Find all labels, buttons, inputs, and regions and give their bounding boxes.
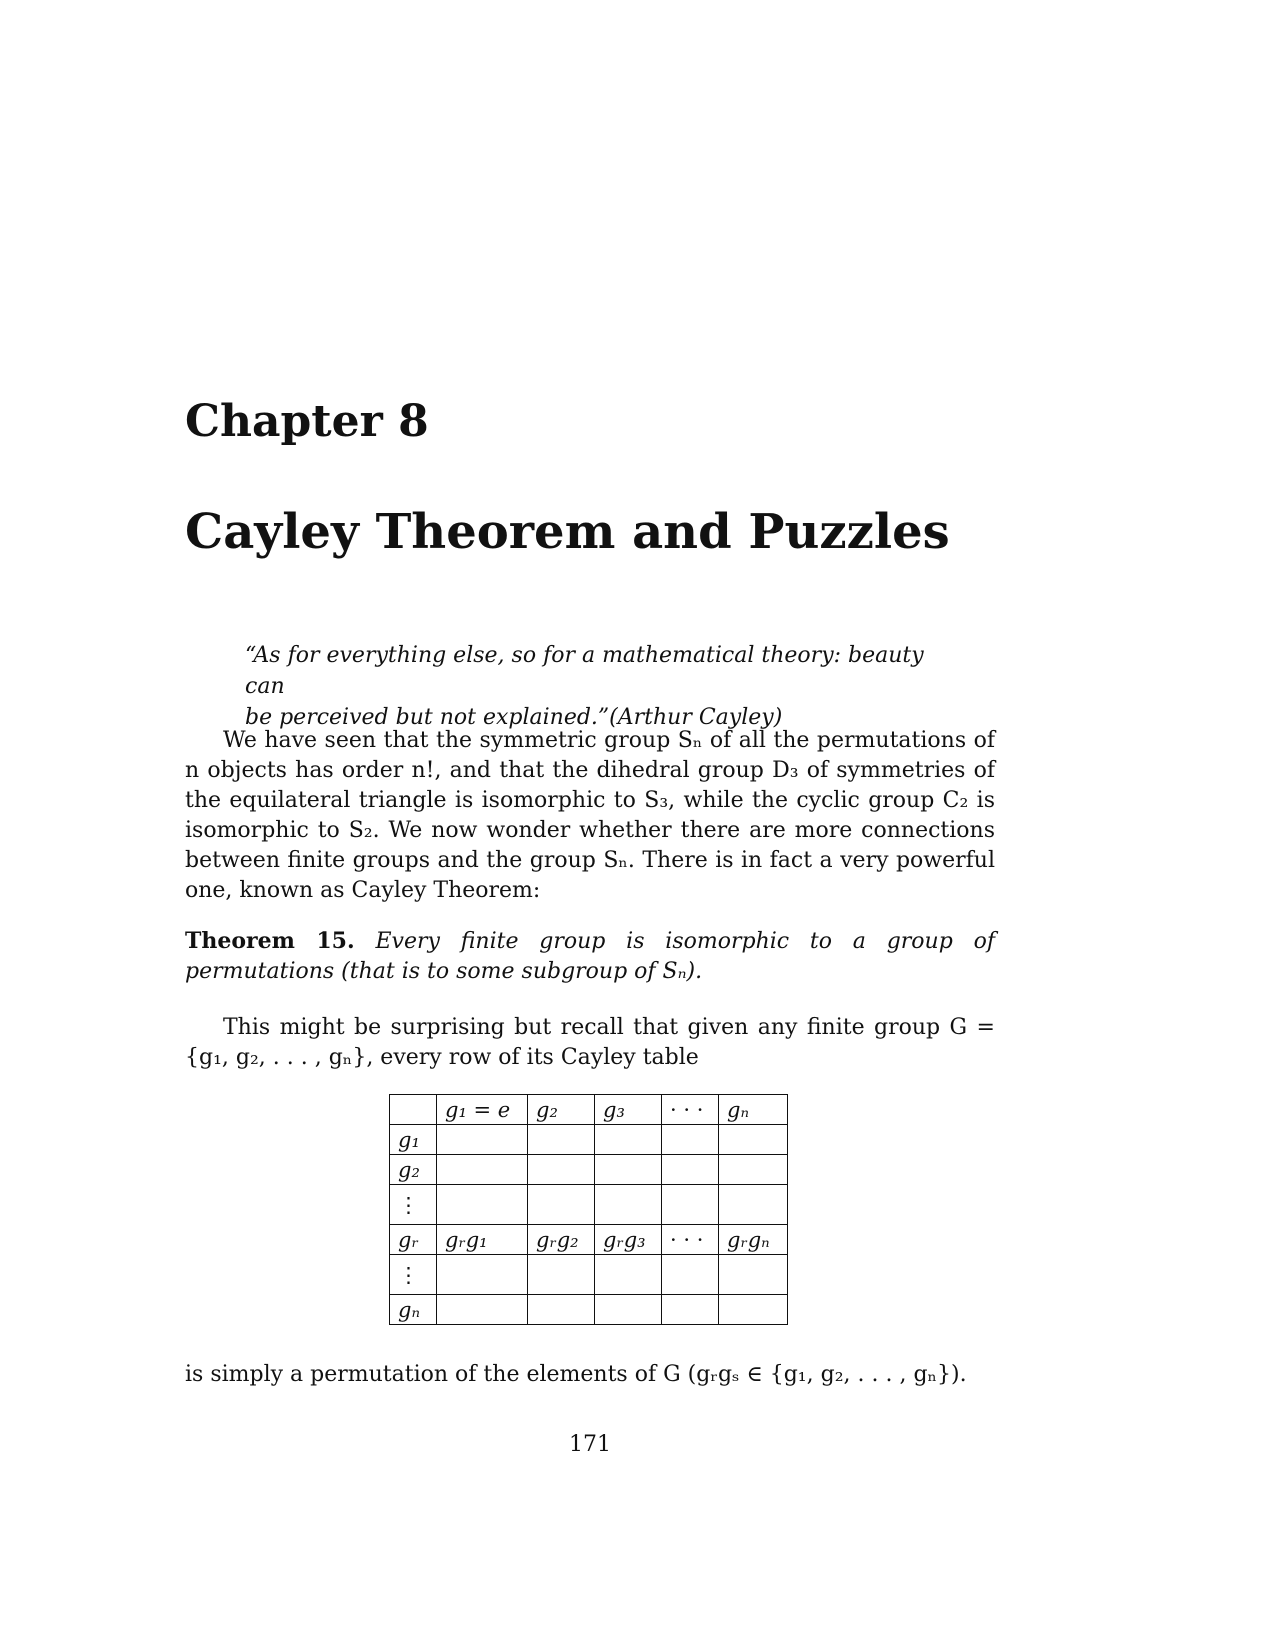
epigraph-line: “As for everything else, so for a mathematical theory: beauty can: [245, 643, 924, 699]
table-cell: [437, 1295, 528, 1325]
chapter-title: Cayley Theorem and Puzzles: [185, 504, 950, 560]
table-cell: [662, 1155, 719, 1185]
table-cell: gₙ: [719, 1095, 788, 1125]
table-cell: [595, 1185, 662, 1225]
table-cell: [595, 1125, 662, 1155]
table-cell: gᵣgₙ: [719, 1225, 788, 1255]
table-row: [390, 1125, 788, 1155]
table-cell: · · ·: [662, 1225, 719, 1255]
table-cell: [719, 1155, 788, 1185]
table-cell: g₂: [390, 1155, 437, 1185]
table-cell: g₃: [595, 1095, 662, 1125]
table-cell: g₂: [528, 1095, 595, 1125]
table-cell: [719, 1125, 788, 1155]
table-cell: ⋮: [390, 1255, 437, 1295]
table-cell: [390, 1095, 437, 1125]
epigraph-line: be perceived but not explained.”(Arthur Cayley): [245, 705, 783, 730]
table-cell: [719, 1295, 788, 1325]
table-cell: [528, 1155, 595, 1185]
table-cell: · · ·: [662, 1095, 719, 1125]
table-row: [390, 1185, 788, 1225]
theorem-body: Every finite group is isomorphic to a group of permutations (that is to some subgroup of Sₙ).: [185, 929, 995, 984]
table-cell: [595, 1255, 662, 1295]
table-cell: gᵣg₁: [437, 1225, 528, 1255]
table-cell: [437, 1155, 528, 1185]
table-cell: gᵣg₃: [595, 1225, 662, 1255]
table-cell: [719, 1255, 788, 1295]
chapter-label: Chapter 8: [185, 396, 429, 447]
table-cell: [662, 1295, 719, 1325]
table-row: [390, 1255, 788, 1295]
table-cell: gᵣg₂: [528, 1225, 595, 1255]
table-cell: g₁ = e: [437, 1095, 528, 1125]
table-cell: [528, 1255, 595, 1295]
table-row: [390, 1155, 788, 1185]
cayley-table: [389, 1094, 788, 1325]
intro-paragraph: We have seen that the symmetric group Sₙ of all the permutations of n objects has order n!, and that the dihedral group D₃ of symmetries of the equilateral triangle is isomorphic to S₃, while the cyclic group C₂ is isomorphic to S₂. We now wonder whether there are more connections between finite groups and the group Sₙ. There is in fact a very powerful one, known as Cayley Theorem:: [185, 728, 995, 903]
table-cell: [528, 1185, 595, 1225]
theorem-label: Theorem 15.: [185, 928, 355, 954]
table-cell: [595, 1155, 662, 1185]
theorem-15: [185, 926, 995, 987]
table-cell: [719, 1185, 788, 1225]
table-cell: ⋮: [390, 1185, 437, 1225]
closing-paragraph: is simply a permutation of the elements of G (gᵣgₛ ∈ {g₁, g₂, . . . , gₙ}).: [185, 1362, 967, 1387]
table-cell: gₙ: [390, 1295, 437, 1325]
epigraph: [245, 640, 945, 733]
table-cell: [437, 1255, 528, 1295]
table-cell: [595, 1295, 662, 1325]
table-cell: [437, 1185, 528, 1225]
table-cell: [437, 1125, 528, 1155]
table-cell: gᵣ: [390, 1225, 437, 1255]
page-number: 171: [569, 1432, 611, 1457]
table-cell: [662, 1185, 719, 1225]
cayley-table-intro: This might be surprising but recall that given any finite group G = {g₁, g₂, . . . , gₙ}, every row of its Cayley table: [185, 1015, 995, 1070]
table-row: [390, 1095, 788, 1125]
table-cell: [662, 1255, 719, 1295]
table-cell: [528, 1125, 595, 1155]
table-row: [390, 1295, 788, 1325]
table-cell: [662, 1125, 719, 1155]
table-row: [390, 1225, 788, 1255]
table-cell: g₁: [390, 1125, 437, 1155]
table-cell: [528, 1295, 595, 1325]
